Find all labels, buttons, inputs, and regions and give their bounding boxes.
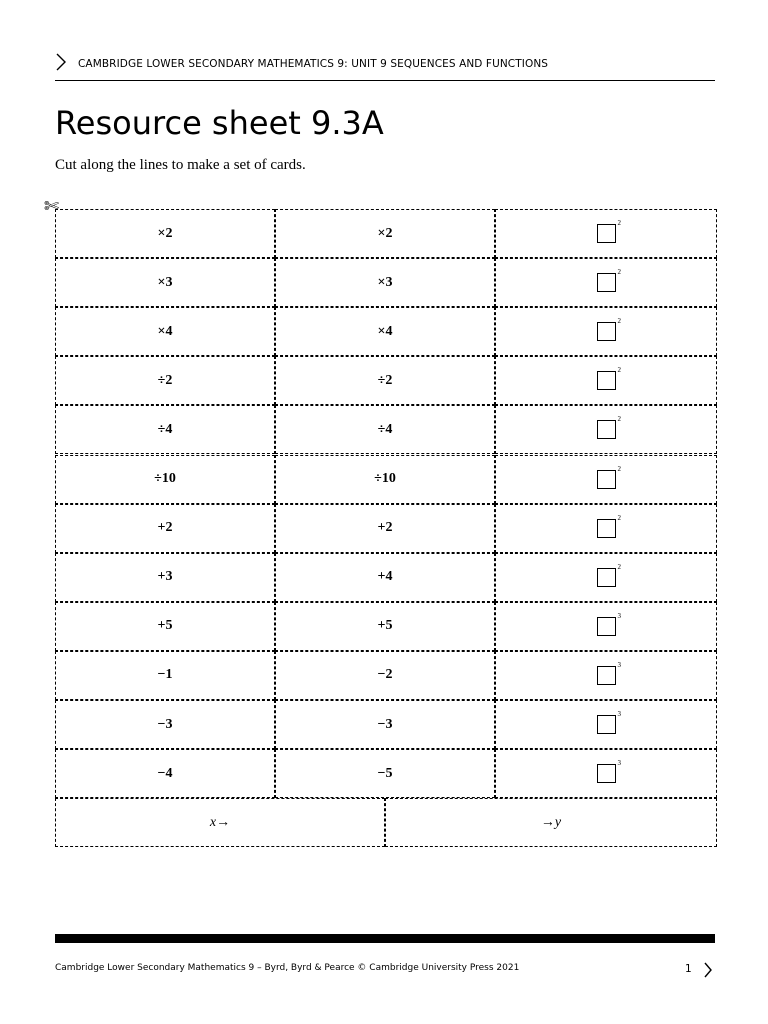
page-number: 1 [685, 963, 692, 975]
empty-box [597, 273, 616, 292]
card-operation: −5 [275, 749, 495, 798]
box-power-symbol [597, 366, 621, 390]
header-divider [55, 80, 715, 81]
card-power [495, 651, 717, 700]
empty-box [597, 470, 616, 489]
box-power-symbol [597, 219, 621, 243]
card-operation: ÷4 [275, 405, 495, 454]
card-operation: +5 [55, 602, 275, 651]
variable-y: y [554, 814, 562, 830]
card-operation: ÷4 [55, 405, 275, 454]
empty-box [597, 617, 616, 636]
chevron-right-icon [55, 52, 67, 72]
card-operation: ×2 [55, 209, 275, 258]
card-output-y [385, 798, 717, 847]
empty-box [597, 371, 616, 390]
empty-box [597, 715, 616, 734]
empty-box [597, 666, 616, 685]
card-operation: −1 [55, 651, 275, 700]
box-power-symbol [597, 710, 621, 734]
empty-box [597, 420, 616, 439]
card-operation: +2 [55, 504, 275, 553]
box-power-symbol [597, 562, 621, 587]
card-power [495, 209, 717, 258]
empty-box [597, 224, 616, 243]
chevron-right-icon [703, 961, 713, 979]
power-exponent: 3 [617, 759, 621, 768]
scissors-icon: ✄ [44, 196, 60, 217]
power-exponent: 3 [617, 611, 621, 620]
card-operation: +4 [275, 553, 495, 602]
arrow-symbol: → [540, 814, 555, 830]
box-power-symbol [597, 759, 621, 783]
box-power-symbol [597, 660, 621, 685]
card-operation: ÷2 [275, 356, 495, 405]
arrow-symbol: → [216, 814, 231, 830]
power-exponent: 2 [617, 317, 621, 326]
card-operation: −4 [55, 749, 275, 798]
card-operation: −3 [275, 700, 495, 749]
power-exponent: 2 [617, 513, 621, 522]
card-power [495, 258, 717, 307]
card-input-x [55, 798, 385, 847]
card-operation: ÷10 [55, 455, 275, 504]
box-power-symbol [597, 268, 621, 292]
box-power-symbol [597, 317, 621, 341]
card-operation: ÷10 [275, 455, 495, 504]
power-exponent: 2 [617, 562, 621, 571]
card-power [495, 700, 717, 749]
footer-bar [55, 934, 715, 943]
power-exponent: 2 [617, 268, 621, 277]
card-operation: ×3 [275, 258, 495, 307]
box-power-symbol [597, 464, 621, 489]
card-power [495, 307, 717, 356]
card-power [495, 405, 717, 454]
card-operation: +2 [275, 504, 495, 553]
power-exponent: 2 [617, 464, 621, 473]
card-power [495, 553, 717, 602]
power-exponent: 2 [617, 219, 621, 228]
box-power-symbol [597, 611, 621, 636]
empty-box [597, 322, 616, 341]
power-exponent: 3 [617, 710, 621, 719]
card-operation: +5 [275, 602, 495, 651]
card-operation: −2 [275, 651, 495, 700]
footer-copyright: Cambridge Lower Secondary Mathematics 9 – Byrd, Byrd & Pearce © Cambridge University Press 2021 [55, 963, 520, 973]
power-exponent: 2 [617, 415, 621, 424]
power-exponent: 2 [617, 366, 621, 375]
card-operation: ×4 [55, 307, 275, 356]
card-operation: ×2 [275, 209, 495, 258]
variable-x: x [209, 814, 217, 830]
empty-box [597, 764, 616, 783]
card-power [495, 602, 717, 651]
power-exponent: 3 [617, 660, 621, 669]
box-power-symbol [597, 513, 621, 538]
card-power [495, 356, 717, 405]
card-operation: +3 [55, 553, 275, 602]
card-operation: ÷2 [55, 356, 275, 405]
box-power-symbol [597, 415, 621, 439]
card-power [495, 749, 717, 798]
card-operation: −3 [55, 700, 275, 749]
card-power [495, 504, 717, 553]
running-header: CAMBRIDGE LOWER SECONDARY MATHEMATICS 9: UNIT 9 SEQUENCES AND FUNCTIONS [78, 58, 549, 70]
card-operation: ×3 [55, 258, 275, 307]
instruction-text: Cut along the lines to make a set of cards. [55, 157, 306, 173]
empty-box [597, 568, 616, 587]
page-title: Resource sheet 9.3A [55, 104, 384, 142]
card-grid [55, 209, 717, 847]
card-operation: ×4 [275, 307, 495, 356]
empty-box [597, 519, 616, 538]
card-power [495, 455, 717, 504]
